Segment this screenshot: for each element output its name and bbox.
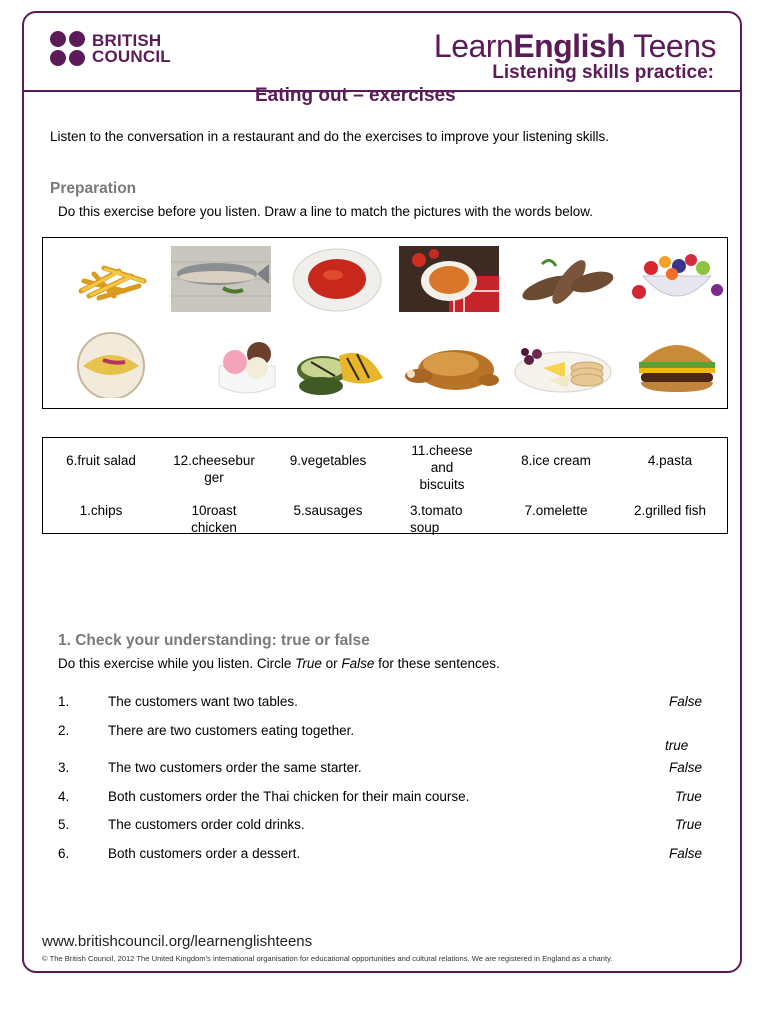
logo-dots-icon — [50, 31, 85, 66]
word-ice-cream: 8.ice cream — [521, 453, 591, 468]
exercise1-heading: 1. Check your understanding: true or false — [58, 632, 370, 649]
word-vegetables: 9.vegetables — [289, 453, 367, 468]
word-fruit-salad: 6.fruit salad — [66, 453, 136, 468]
footer-url[interactable]: www.britishcouncil.org/learnenglishteens — [42, 933, 313, 950]
cheese-and-biscuits-picture — [513, 332, 613, 398]
answer-3: False — [669, 760, 703, 775]
answer-2: true — [665, 738, 689, 753]
preparation-heading: Preparation — [50, 180, 137, 197]
preparation-instruction: Do this exercise before you listen. Draw a line to match the pictures with the words below. — [58, 204, 594, 219]
footer-copyright: © The British Council, 2012 The United Kingdom's international organisation for educational opportunities and cultural relations. We are registered in England as a charity. — [42, 954, 613, 963]
word-roast-chicken: 10roast chicken — [191, 503, 237, 535]
word-omelette: 7.omelette — [524, 503, 588, 518]
word-cheeseburger: 12.cheesebur ger — [173, 453, 255, 485]
word-tomato-soup: 3.tomato soup — [410, 503, 463, 535]
intro-text: Listen to the conversation in a restaurant and do the exercises to improve your listening skills. — [50, 129, 610, 144]
fruit-salad-picture — [627, 246, 727, 312]
logo-line2: COUNCIL — [92, 46, 171, 66]
word-grilled-fish: 2.grilled fish — [633, 503, 707, 518]
answer-1: False — [669, 694, 703, 709]
word-sausages: 5.sausages — [293, 503, 363, 518]
cheeseburger-picture — [627, 332, 727, 398]
answer-4: True — [675, 789, 702, 804]
roast-chicken-picture — [401, 332, 501, 398]
word-cheese-and-biscuits: 11.cheese and biscuits — [411, 443, 473, 492]
chips-picture — [59, 246, 159, 312]
sausages-picture — [517, 246, 617, 312]
picture-grid — [42, 237, 728, 409]
ice-cream-picture — [177, 332, 277, 398]
document-title-line2: Eating out – exercises — [255, 85, 456, 106]
word-chips: 1.chips — [79, 503, 123, 518]
answer-5: True — [675, 817, 702, 832]
logo-line1: BRITISH — [92, 30, 162, 50]
word-table — [42, 437, 728, 534]
learnenglish-teens-logo: LearnEnglish Teens — [433, 28, 716, 64]
omelette-picture — [61, 332, 161, 398]
grilled-fish-picture — [171, 246, 271, 312]
tomato-soup-picture — [287, 246, 387, 312]
exercise1-instruction: Do this exercise while you listen. Circle True or False for these sentences. — [58, 656, 500, 671]
answer-6: False — [669, 846, 703, 861]
document-title-line1: Listening skills practice: — [492, 62, 714, 83]
british-council-logo — [50, 31, 171, 66]
vegetables-picture — [289, 332, 389, 398]
pasta-picture — [399, 246, 499, 312]
word-pasta: 4.pasta — [647, 453, 693, 468]
